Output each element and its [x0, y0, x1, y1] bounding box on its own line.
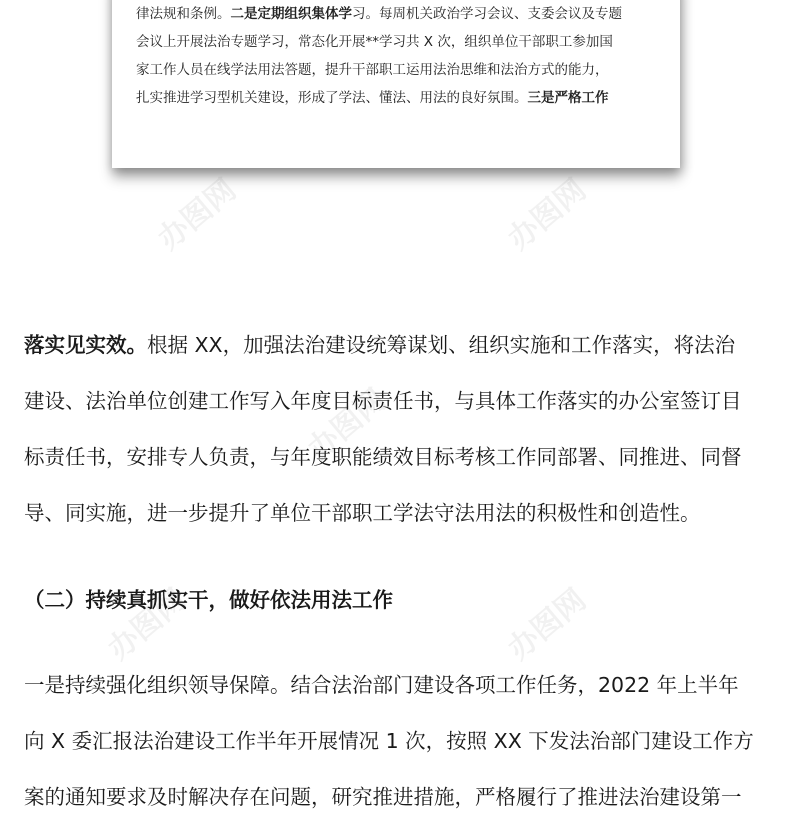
card-line: 家工作人员在线学法用法答题，提升干部职工运用法治思维和法治方式的能力， — [136, 62, 609, 78]
card-line-bold: 三是严格工作 — [527, 90, 609, 106]
card-line-text: 律法规和条例。 — [136, 6, 231, 22]
card-line-text: 扎实推进学习型机关建设，形成了学法、懂法、用法的良好氛围。 — [136, 90, 528, 106]
card-line — [136, 0, 666, 28]
document-card — [112, 0, 680, 168]
paragraph-line: 建设、法治单位创建工作写入年度目标责任书，与具体工作落实的办公室签订目 — [24, 389, 742, 413]
card-line-text: 习。每周机关政治学习会议、支委会议及专题 — [352, 6, 622, 22]
watermark: 办图网 — [501, 172, 593, 258]
paragraph-line: 向 X 委汇报法治建设工作半年开展情况 1 次，按照 XX 下发法治部门建设工作方 — [24, 729, 754, 753]
paragraph — [24, 317, 780, 541]
watermark: 办图网 — [101, 582, 193, 668]
paragraph-line: 一是持续强化组织领导保障。结合法治部门建设各项工作任务，2022 年上半年 — [24, 673, 739, 697]
watermark: 办图网 — [501, 582, 593, 668]
card-line: 会议上开展法治专题学习，常态化开展**学习共 X 次，组织单位干部职工参加国 — [136, 34, 613, 50]
watermark: 办图网 — [301, 382, 393, 468]
section-heading: （二）持续真抓实干，做好依法用法工作 — [24, 588, 393, 612]
paragraph-line — [24, 317, 780, 373]
paragraph-line: 导、同实施，进一步提升了单位干部职工学法守法用法的积极性和创造性。 — [24, 501, 701, 525]
paragraph-bold-lead: 落实见实效。 — [24, 333, 147, 357]
paragraph-line: 案的通知要求及时解决存在问题，研究推进措施，严格履行了推进法治建设第一 — [24, 785, 742, 809]
card-line — [136, 84, 666, 112]
card-text — [136, 0, 666, 112]
paragraph-line-text: 根据 XX，加强法治建设统筹谋划、组织实施和工作落实，将法治 — [147, 333, 736, 357]
paragraph-line: 标责任书，安排专人负责，与年度职能绩效目标考核工作同部署、同推进、同督 — [24, 445, 742, 469]
watermark: 办图网 — [151, 172, 243, 258]
card-line-bold: 二是定期组织集体学 — [230, 6, 352, 22]
